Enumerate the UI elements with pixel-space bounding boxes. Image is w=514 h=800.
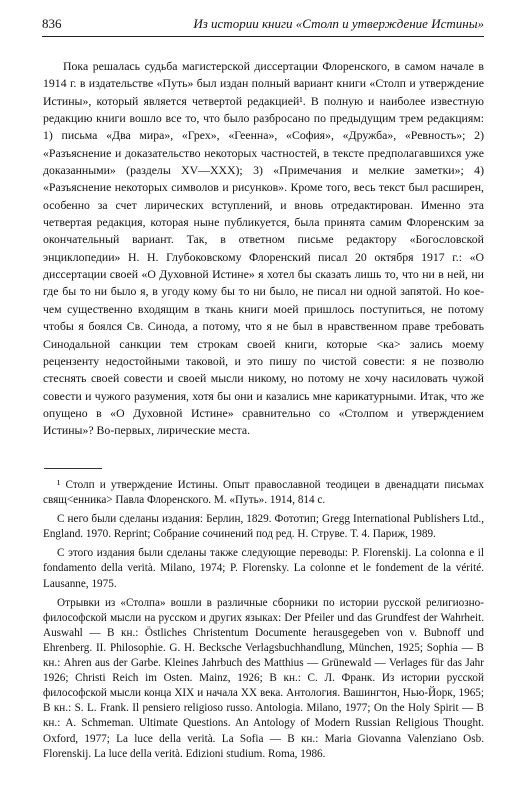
main-text (43, 58, 484, 440)
footnotes (43, 472, 484, 766)
page-number: 836 (42, 16, 62, 31)
footnote-rule (44, 468, 102, 469)
running-title: Из истории книги «Столп и утверждение Истины» (193, 16, 484, 31)
body-paragraph: Пока решалась судьба магистерской диссертации Флоренского, в самом начале в 1914 г. в издательстве «Путь» был издан полный вариант книги «Столп и утверждение Истины», который является четвертой редакцией¹. В полную и наиболее известную редакцию книги вошло все то, что было разбросано по предыдущим трем редакциям: 1) письма «Два мира», «Грех», «Геенна», «София», «Дружба», «Ревность»; 2) «Разъяснение и доказательство некоторых частностей, в тексте предполагавшихся уже доказанными» (разделы XV—XXX); 3) «Примечания и мелкие заметки»; 4) «Разъяснение некоторых символов и рисунков». Кроме того, весь текст был расширен, особенно за счет лирических вступлений, и вновь отредактирован. Именно эта четвертая редакция, которая ныне публикуется, была принята самим Флоренским за окончательный вариант. Так, в ответном письме редактору «Богословской энциклопедии» Н. Н. Глубоковскому Флоренский писал 20 октября 1917 г.: «О диссертации своей «О Духовной Истине» я хотел бы сказать лишь то, что ни в ней, ни где бы то ни было я, в угоду кому бы то ни было, не писал ни одной запятой. Но кое-чем существенно входящим в ткань книги моей пришлось поступиться, не потому чтобы я боялся Св. Синода, а потому, что я не был в нравственном праве требовать Синодальной санкции тем строкам своей книги, которые <ка> зались моему рецензенту недостойными таковой, и это пишу по чистой совести: я не позволю стеснять своей совести и своей мысли никому, но потому не хочу насиловать чужой совести и чужого разумения, хотя бы они и казались мне карикатурными. Итак, что же опущено в «О Духовной Истине» сравнительно со «Столпом и утверждением Истины»? Во-первых, лирические места. (43, 59, 484, 438)
footnote-anthologies: Отрывки из «Столпа» вошли в различные сборники по истории русской религиозно-философской мысли на русском и других языках: Der Pfeiler und das Grundfest der Wahrheit. Auswahl — В кн.: Östliches Christentum Documente herausgegeben von v. Bubnoff und Ehrenberg. II. Philosophie. G. H. Becksche Verlagsbuchhandlung, München, 1925; Sophia — В кн.: Ahren aus der Garbe. Kleines Jahrbuch des Matthius — Grünewald — Verlages für das Jahr 1926; Christi Reich im Osten. Mainz, 1926; В кн.: С. Л. Франк. Из истории русской философской мысли конца XIX и начала XX века. Антология. Вашингтон, Нью-Йорк, 1965; В кн.: S. L. Frank. Il pensiero religioso russo. Antologia. Milano, 1977; On the Holy Spirit — В кн.: A. Schmeman. Ultimate Questions. An Antology of Modern Russian Religious Thought. Oxford, 1977; La luce della verità. La Sofia — В кн.: Maria Giovanna Valenziano Osb. Florenskij. La luce della verità. Edizioni studium. Roma, 1986. (43, 596, 484, 760)
footnote-editions: С него были сделаны издания: Берлин, 1829. Фототип; Gregg International Publishers Ltd., England. 1970. Reprint; Собрание сочинений под ред. Н. Струве. Т. 4. Париж, 1989. (43, 513, 484, 541)
footnote-1: ¹ Столп и утверждение Истины. Опыт православной теодицеи в двенадцати письмах свящ<енника> Павла Флоренского. М. «Путь». 1914, 814 с. (43, 479, 484, 507)
page-header (42, 14, 484, 37)
footnote-translations: С этого издания были сделаны также следующие переводы: P. Florenskij. La colonna e il fondamento della verità. Milano, 1974; P. Florensky. La colonne et le fondement de la vérité. Lausanne, 1975. (43, 547, 484, 590)
